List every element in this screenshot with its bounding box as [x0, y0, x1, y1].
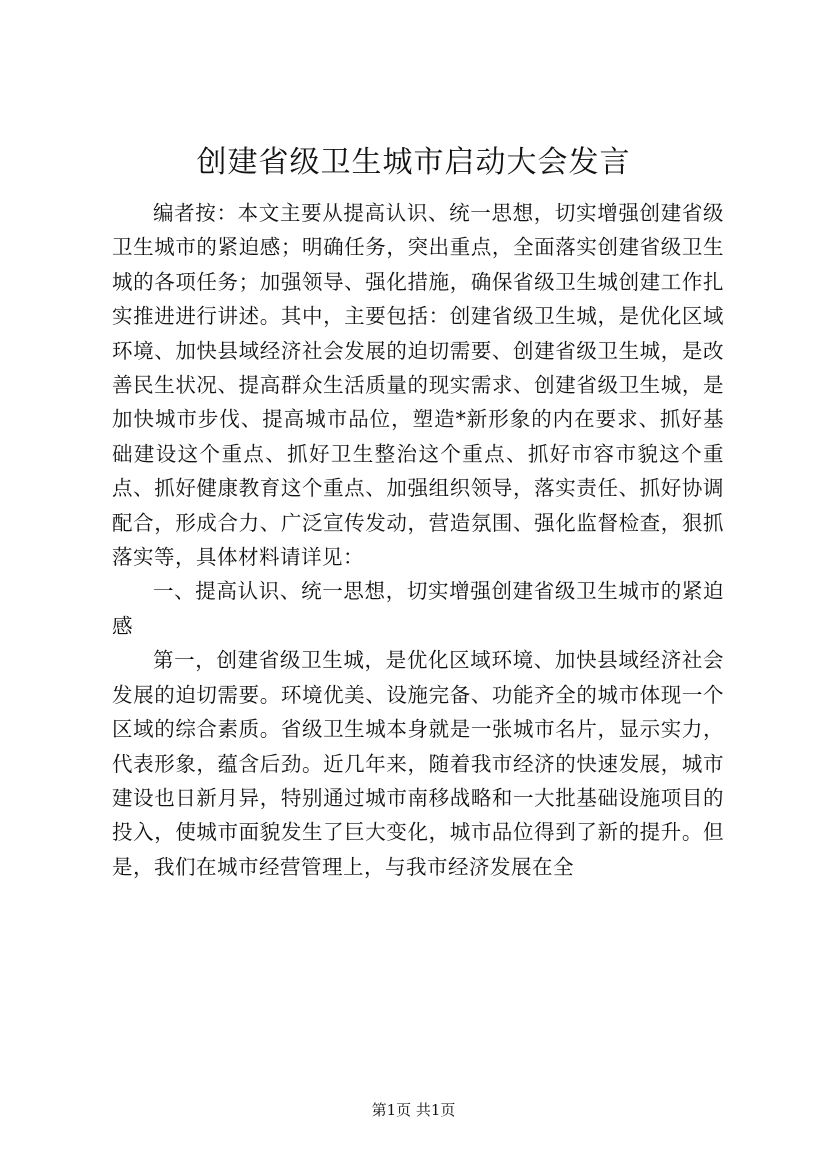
editor-note-paragraph: 编者按：本文主要从提高认识、统一思想，切实增强创建省级卫生城市的紧迫感；明确任务，突出重点，全面落实创建省级卫生城的各项任务；加强领导、强化措施，确保省级卫生城创建工作扎实推进进行讲述。其中，主要包括：创建省级卫生城，是优化区域环境、加快县域经济社会发展的迫切需要、创建省级卫生城，是改善民生状况、提高群众生活质量的现实需求、创建省级卫生城，是加快城市步伐、提高城市品位，塑造*新形象的内在要求、抓好基础建设这个重点、抓好卫生整治这个重点、抓好市容市貌这个重点、抓好健康教育这个重点、加强组织领导，落实责任、抓好协调配合，形成合力、广泛宣传发动，营造氛围、强化监督检查，狠抓落实等，具体材料请详见：	[112, 201, 724, 570]
section-heading-paragraph: 一、提高认识、统一思想，切实增强创建省级卫生城市的紧迫感	[112, 579, 724, 638]
body-paragraph: 第一，创建省级卫生城，是优化区域环境、加快县域经济社会发展的迫切需要。环境优美、设施完备、功能齐全的城市体现一个区域的综合素质。省级卫生城本身就是一张城市名片，显示实力，代表形象，蕴含后劲。近几年来，随着我市经济的快速发展，城市建设也日新月异，特别通过城市南移战略和一大批基础设施项目的投入，使城市面貌发生了巨大变化，城市品位得到了新的提升。但是，我们在城市经营管理上，与我市经济发展在全	[112, 648, 724, 879]
page-footer: 第1页 共1页	[371, 1101, 456, 1119]
document-title: 创建省级卫生城市启动大会发言	[196, 145, 631, 180]
document-body	[112, 196, 724, 884]
